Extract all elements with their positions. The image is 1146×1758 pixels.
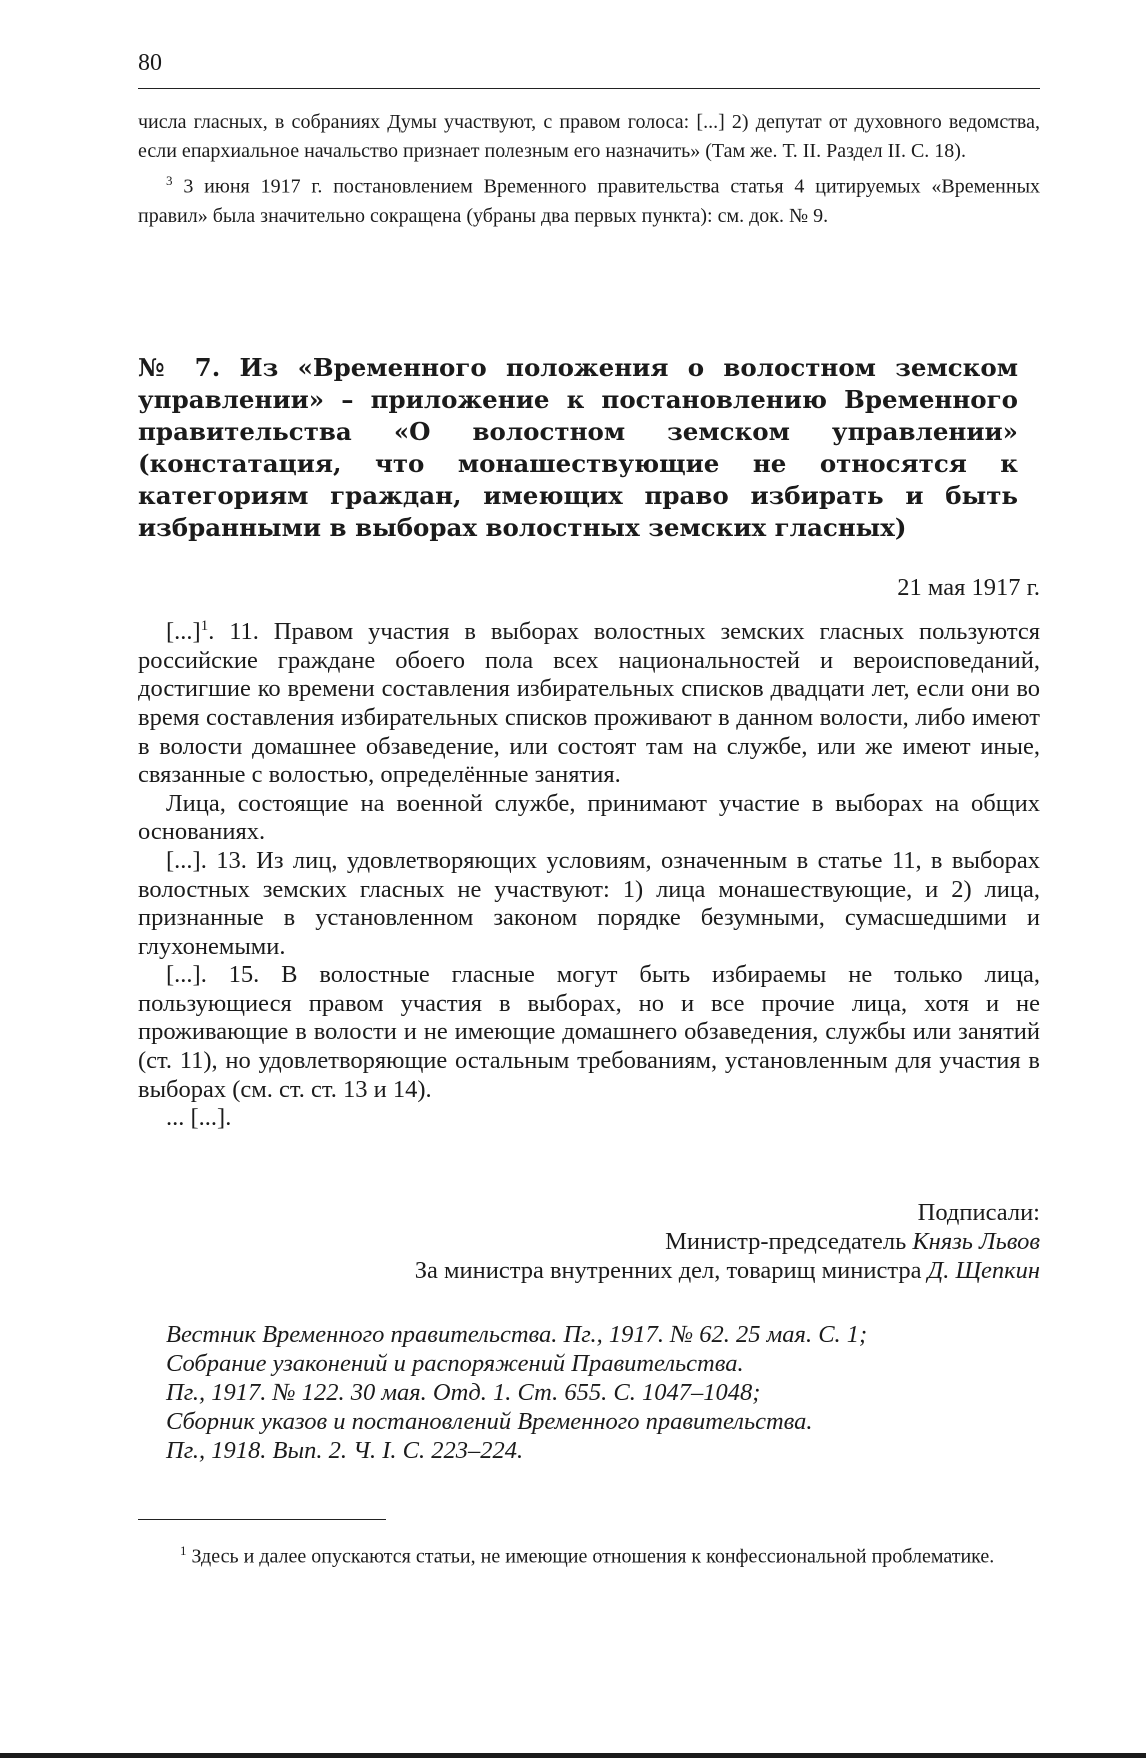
signature-2-role: За министра внутренних дел, товарищ министра [414, 1257, 928, 1284]
paragraph-article-13: [...]. 13. Из лиц, удовлетворяющих условиям, означенным в статье 11, в выборах волостных земских гласных не участвуют: 1) лица монашествующие, и 2) лица, признанные в установленном законом порядке безумными, сумасшедшими и глухонемыми. [138, 846, 1040, 960]
signature-1-name: Князь Львов [912, 1228, 1040, 1255]
document-heading: № 7. Из «Временного положения о волостном земском управлении» – приложение к постановлению Временного правительства «О волостном земском управлении» (констатация, что монашествующие не относятся к категориям граждан, имеющих право избирать и быть избранными в выборах волостных земских гласных) [138, 353, 1018, 542]
source-line: Вестник Временного правительства. Пг., 1917. № 62. 25 мая. С. 1; [166, 1321, 868, 1348]
omission-mark: [...] [166, 618, 201, 646]
source-references [166, 1320, 1040, 1465]
footnote-1 [138, 1536, 1040, 1572]
paragraph-article-11 [138, 612, 1040, 790]
source-line: Пг., 1918. Вып. 2. Ч. I. С. 223–224. [166, 1437, 524, 1464]
paragraph-military: Лица, состоящие на военной службе, принимают участие в выборах на общих основаниях. [138, 789, 1040, 846]
footnote-3-marker: 3 [166, 173, 173, 188]
top-footnotes [138, 108, 1040, 231]
source-line: Собрание узаконений и распоряжений Правительства. [166, 1350, 744, 1377]
paragraph-ellipsis: ... [...]. [166, 1104, 232, 1132]
signature-line-2 [138, 1256, 1040, 1285]
signatures-intro: Подписали: [917, 1199, 1040, 1226]
footnote-3 [138, 166, 1040, 231]
signature-line-1 [138, 1227, 1040, 1256]
document-body [138, 612, 1040, 1133]
footnote-continuation: числа гласных, в собраниях Думы участвуют, с правом голоса: [...] 2) депутат от духовного ведомства, если епархиальное начальство признает полезным его назначить» (Там же. Т. II. Раздел II. С. 18). [138, 111, 1040, 162]
footnote-3-text: 3 июня 1917 г. постановлением Временного правительства статья 4 цитируемых «Временных правил» была значительно сокращена (убраны два первых пункта): см. док. № 9. [138, 175, 1041, 227]
page-number: 80 [138, 50, 162, 76]
signature-2-name: Д. Щепкин [927, 1257, 1040, 1284]
footnote-separator [138, 1519, 386, 1520]
document-date: 21 мая 1917 г. [897, 574, 1040, 601]
source-line: Сборник указов и постановлений Временного правительства. [166, 1408, 813, 1435]
signatures [138, 1198, 1040, 1285]
paragraph-article-15: [...]. 15. В волостные гласные могут быть избираемы не только лица, пользующиеся правом участия в выборах, но и все прочие лица, хотя и не проживающие в волости и не имеющие домашнего обзаведения, службы или занятий (ст. 11), но удовлетворяющие остальным требованиям, установленным для участия в выборах (см. ст. ст. 13 и 14). [138, 961, 1040, 1103]
footnote-1-text: Здесь и далее опускаются статьи, не имеющие отношения к конфессиональной проблематике. [186, 1545, 995, 1568]
header-rule [138, 88, 1040, 89]
footnote-1-marker: 1 [180, 1543, 187, 1558]
source-line: Пг., 1917. № 122. 30 мая. Отд. 1. Ст. 655. С. 1047–1048; [166, 1379, 761, 1406]
signature-1-role: Министр-председатель [665, 1228, 913, 1255]
footnote-1-ref: 1 [200, 618, 209, 634]
scan-edge [0, 1753, 1146, 1758]
article-11-text: . 11. Правом участия в выборах волостных земских гласных пользуются российские граждане обоего пола всех национальностей и вероисповеданий, достигшие ко времени составления избирательных списков двадцати лет, если они во время составления избирательных списков проживают в данном волости, либо имеют в волости домашнее обзаведение, или состоят там на службе, или же имеют иные, связанные с волостью, определённые занятия. [138, 618, 1040, 789]
